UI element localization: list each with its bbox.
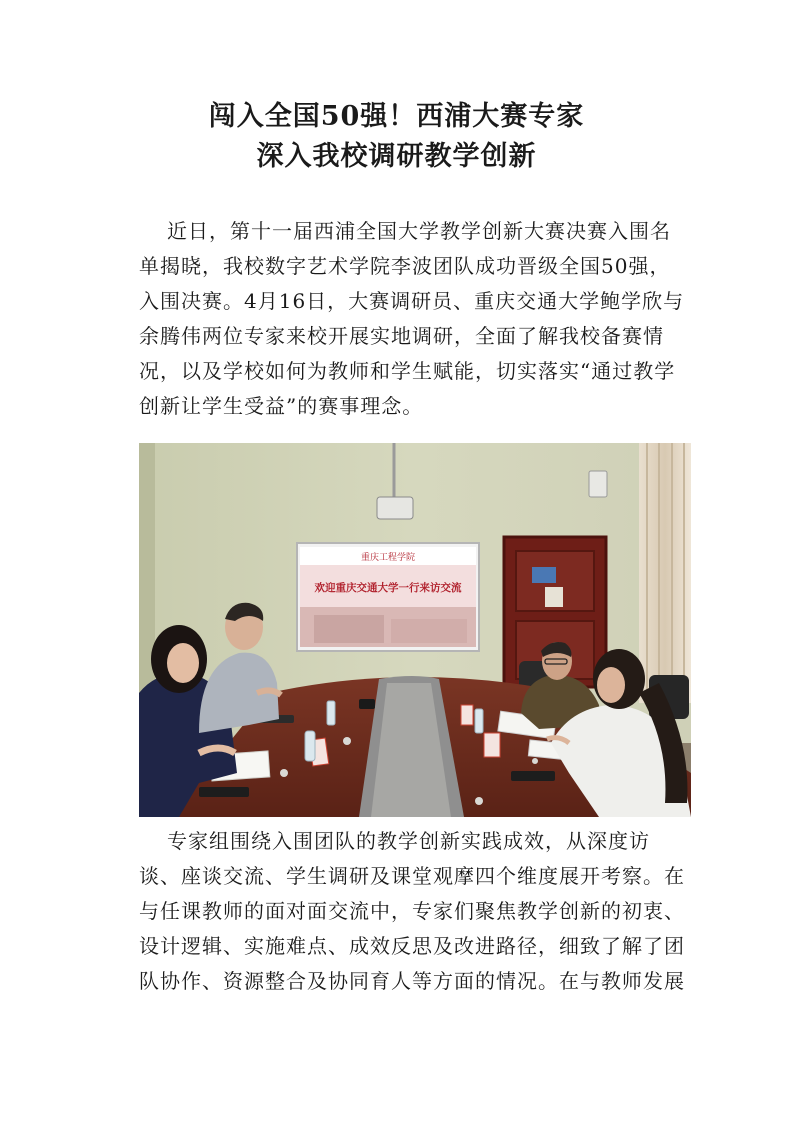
paragraph-line: 创新让学生受益”的赛事理念。: [139, 394, 424, 418]
meeting-photo: [139, 443, 691, 817]
screen-welcome-text: 欢迎重庆交通大学一行来访交流: [314, 582, 462, 594]
screen-logo: 重庆工程学院: [360, 553, 416, 563]
paragraph-2: [139, 824, 685, 999]
paragraph-line: 与任课教师的面对面交流中，专家们聚焦教学创新的初衷、: [139, 899, 685, 923]
article-title: [0, 97, 793, 177]
paragraph-line: 谈、座谈交流、学生调研及课堂观摩四个维度展开考察。在: [139, 864, 685, 888]
title-line-2: 深入我校调研教学创新: [256, 141, 537, 172]
paragraph-line: 近日，第十一届西浦全国大学教学创新大赛决赛入围名: [167, 219, 671, 243]
paragraph-line: 队协作、资源整合及协同育人等方面的情况。在与教师发展: [139, 969, 685, 993]
paragraph-line: 专家组围绕入围团队的教学创新实践成效，从深度访: [167, 829, 650, 853]
title-line-1: 闯入全国50强！西浦大赛专家: [208, 101, 585, 132]
paragraph-line: 单揭晓，我校数字艺术学院李波团队成功晋级全国50强，: [139, 254, 671, 278]
paragraph-line: 况，以及学校如何为教师和学生赋能，切实落实“通过教学: [139, 359, 676, 383]
meeting-photo-illustration: [139, 443, 691, 817]
paragraph-line: 入围决赛。4月16日，大赛调研员、重庆交通大学鲍学欣与: [139, 289, 685, 313]
paragraph-1: [139, 214, 685, 424]
paragraph-line: 设计逻辑、实施难点、成效反思及改进路径，细致了解了团: [139, 934, 685, 958]
paragraph-line: 余腾伟两位专家来校开展实地调研，全面了解我校备赛情: [139, 324, 664, 348]
